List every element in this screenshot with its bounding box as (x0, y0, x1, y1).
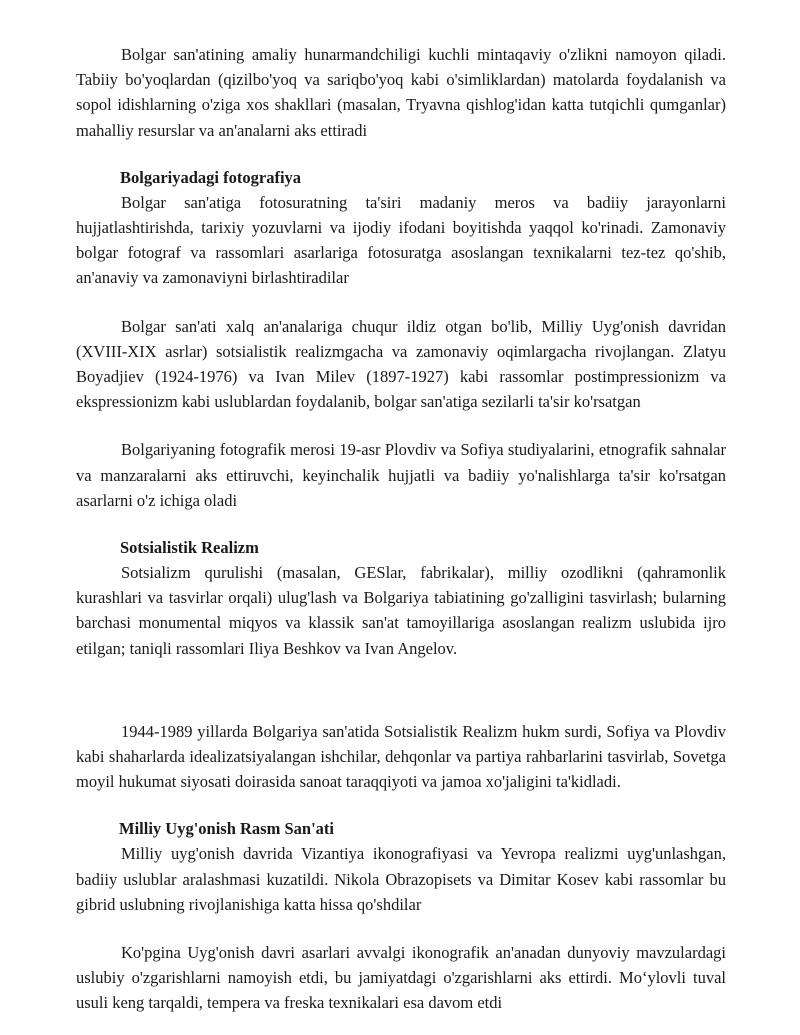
paragraph-socialist-construction: Sotsializm qurulishi (masalan, GESlar, fabrikalar), milliy ozodlikni (qahramonlik kurashlari va tasvirlar orqali) ulug'lash va Bolgariya tabiatining go'zalligini tasvirlash; bularning barchasi monumental miqyos va klassik san'at tamoyillariga asoslangan realizm uslubida ijro etilgan; taniqli rassomlari Iliya Beshkov va Ivan Angelov. (76, 563, 726, 658)
paragraph-photographic-heritage: Bolgariyaning fotografik merosi 19-asr Plovdiv va Sofiya studiyalarini, etnografik sahnalar va manzaralarni aks ettiruvchi, keyinchalik hujjatli va badiiy yo'nalishlarga ta'sir ko'rsatgan asarlarni o'z ichiga oladi (76, 440, 726, 510)
paragraph-revival-works: Ko'pgina Uyg'onish davri asarlari avvalgi ikonografik an'anadan dunyoviy mavzulardagi uslubiy o'zgarishlarni namoyish etdi, bu jamiyatdagi o'zgarishlarni aks ettirdi. Mo‘ylovli tuval usuli keng tarqaldi, tempera va freska texnikalari esa davom etdi (76, 943, 726, 1013)
heading-photography: Bolgariyadagi fotografiya (120, 167, 302, 187)
heading-socialist-realism: Sotsialistik Realizm (120, 538, 259, 558)
paragraph-socialist-realism-period: 1944-1989 yillarda Bolgariya san'atida Sotsialistik Realizm hukm surdi, Sofiya va Plovdiv kabi shaharlarda idealizatsiyalangan ishchilar, dehqonlar va partiya rahbarlarini tasvirlab, Sovetga moyil hukumat siyosati doirasida sanoat taraqqiyoti va jamoa xo'jaligini ta'kidladi. (76, 721, 726, 792)
paragraph-photography-influence: Bolgar san'atiga fotosuratning ta'siri madaniy meros va badiiy jarayonlarni hujjatlashtirishda, tarixiy yozuvlarni va ijodiy ifodani boyitishda yaqqol ko'rinadi. Zamonaviy bolgar fotograf va rassomlari asarlariga fotosuratga asoslangan texnikalarni tez-tez qo'shib, an'anaviy va zamonaviyni birlashtiradilar (76, 192, 726, 288)
paragraph-applied-crafts: Bolgar san'atining amaliy hunarmandchiligi kuchli mintaqaviy o'zlikni namoyon qiladi. Tabiiy bo'yoqlardan (qizilbo'yoq va sariqbo'yoq kabi o'simliklardan) matolarda foydalanish va sopol idishlarning o'ziga xos shakllari (masalan, Tryavna qishlog'idan katta tutqichli qumganlar) mahalliy resurslar va an'analarni aks ettiradi (76, 45, 726, 140)
paragraph-folk-traditions: Bolgar san'ati xalq an'analariga chuqur ildiz otgan bo'lib, Milliy Uyg'onish davridan (XVIII-XIX asrlar) sotsialistik realizmgacha va zamonaviy oqimlargacha rivojlangan. Zlatyu Boyadjiev (1924-1976) va Ivan Milev (1897-1927) kabi rassomlar postimpressionizm va ekspressionizm kabi uslublardan foydalanib, bolgar san'atiga sezilarli ta'sir ko'rsatgan (76, 316, 726, 412)
paragraph-revival-styles: Milliy uyg'onish davrida Vizantiya ikonografiyasi va Yevropa realizmi uyg'unlashgan, badiiy uslublar aralashmasi kuzatildi. Nikola Obrazopisets va Dimitar Kosev kabi rassomlar bu gibrid uslubning rivojlanishiga katta hissa qo'shdilar (76, 844, 726, 914)
document-page (76, 42, 726, 1016)
heading-national-revival-painting: Milliy Uyg'onish Rasm San'ati (119, 819, 334, 839)
